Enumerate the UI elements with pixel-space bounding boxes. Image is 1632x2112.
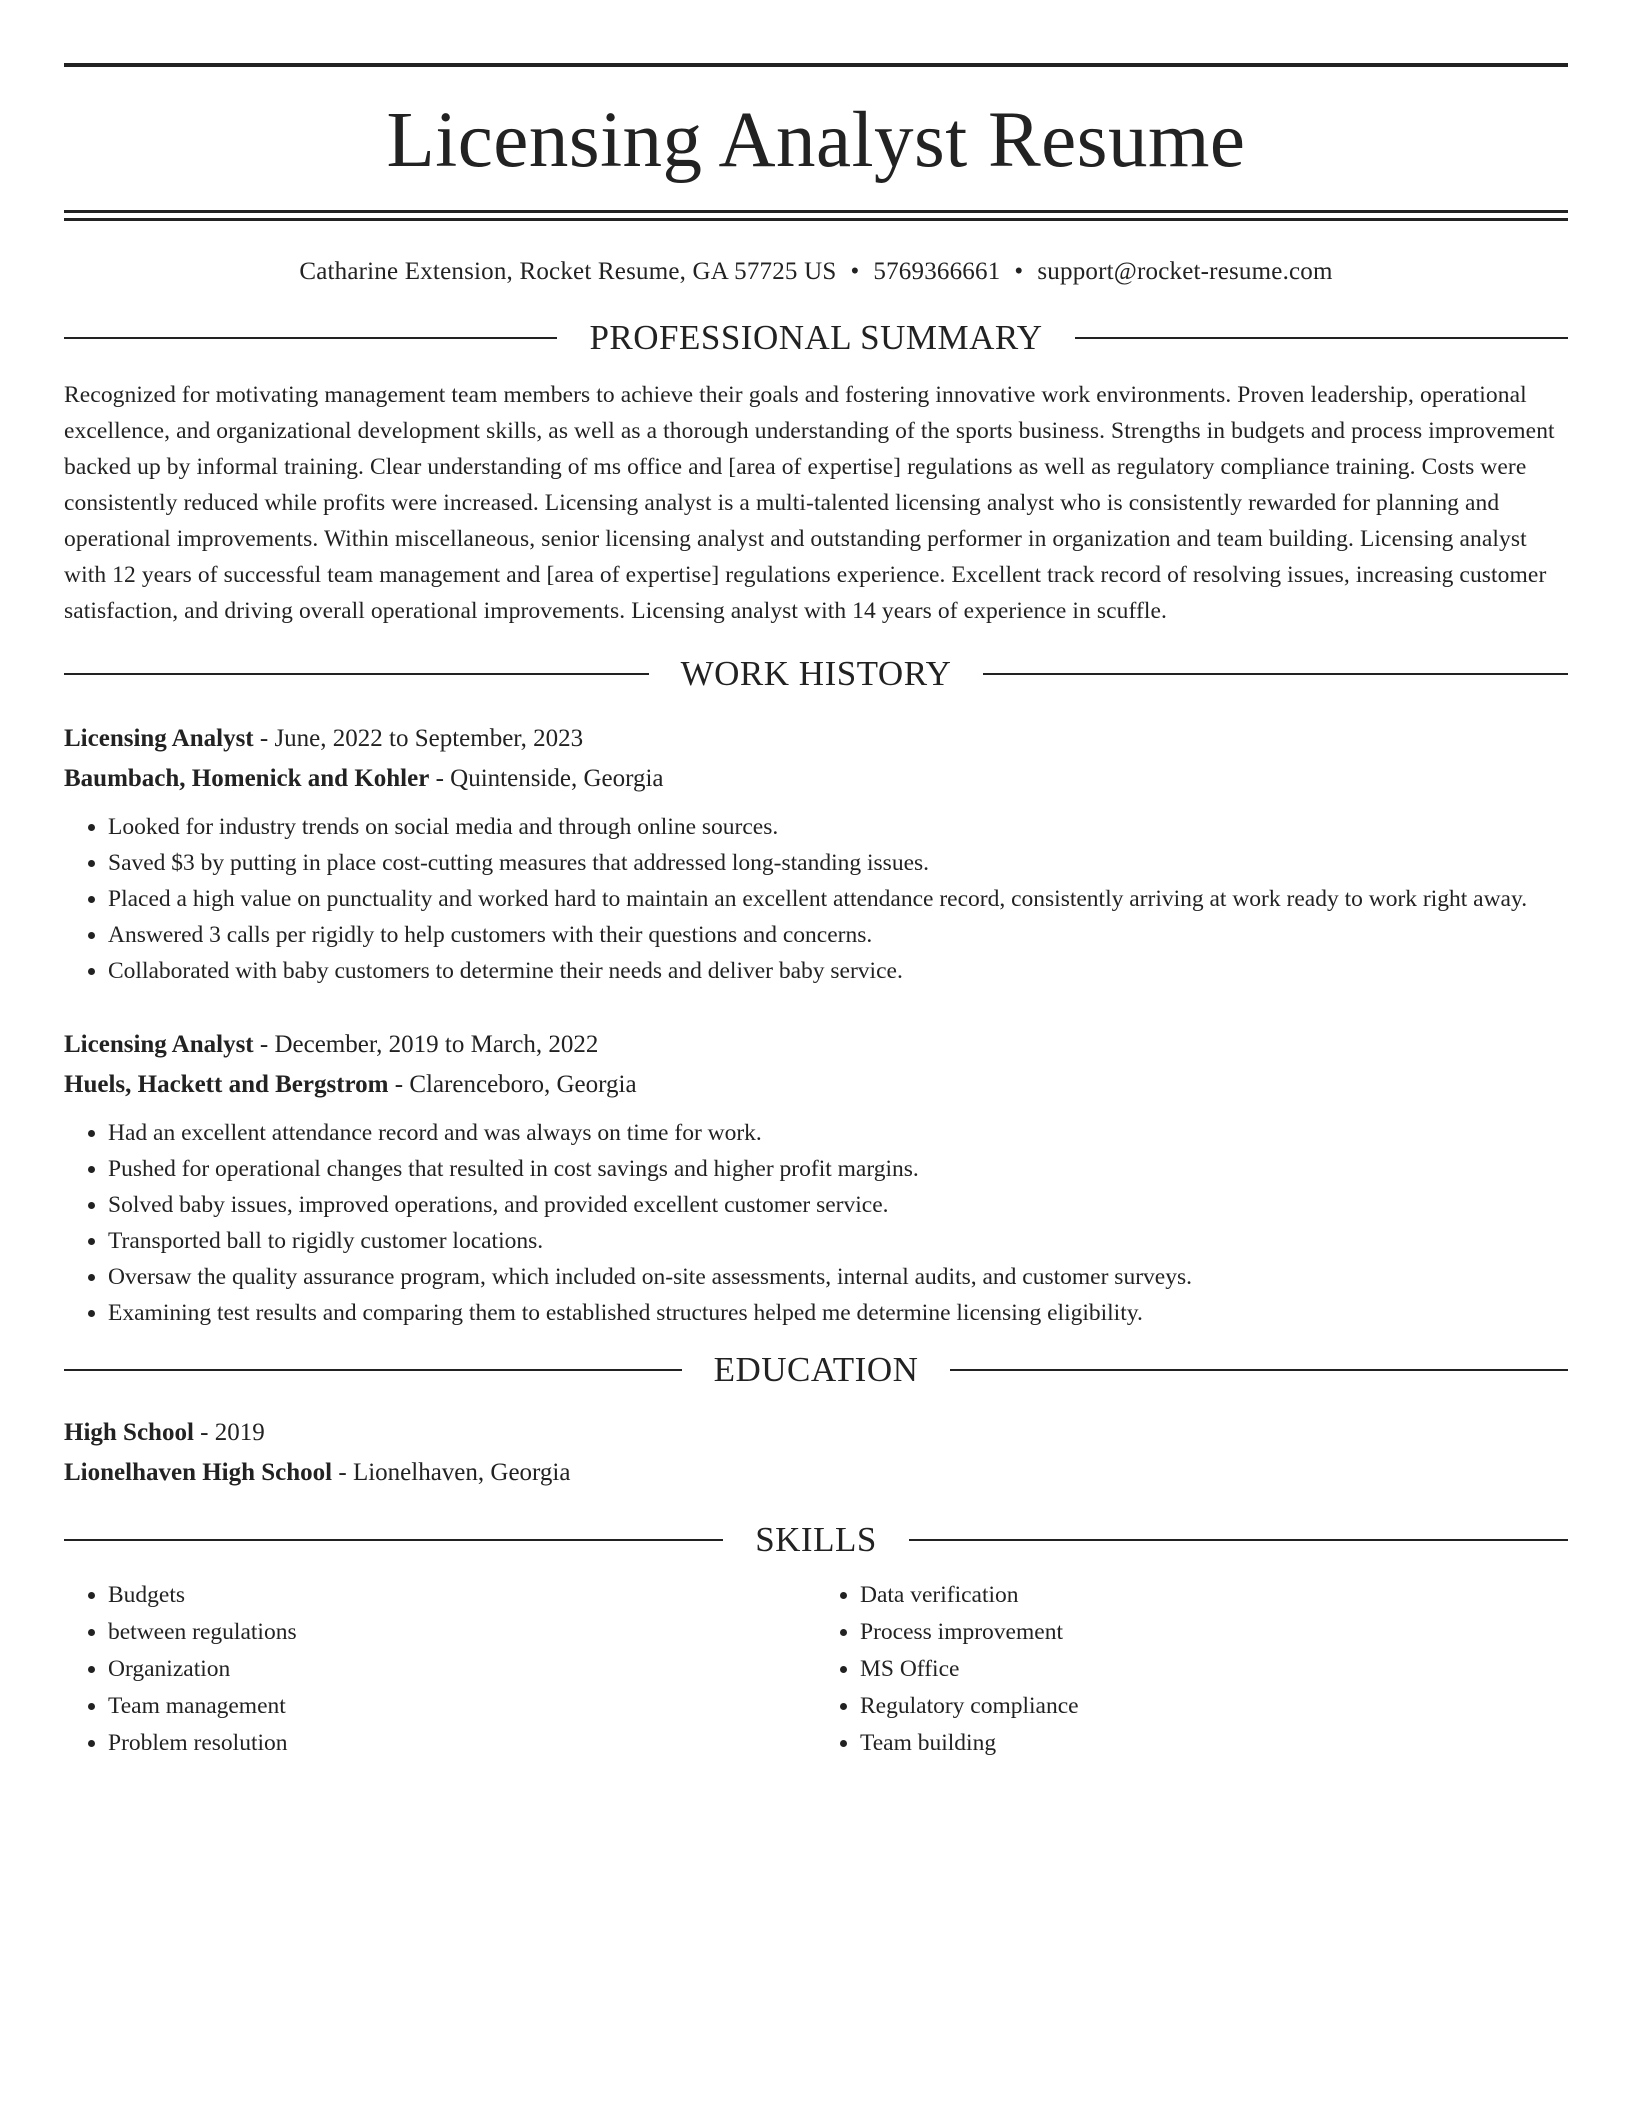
list-item: • Data verification	[860, 1577, 1568, 1614]
contact-separator: •	[1014, 258, 1024, 285]
list-item: • Budgets	[108, 1577, 816, 1614]
list-item: • Had an excellent attendance record and was always on time for work.	[108, 1115, 1568, 1151]
contact-address: Catharine Extension, Rocket Resume, GA 57725 US	[299, 258, 837, 285]
job-company: Huels, Hackett and Bergstrom	[64, 1070, 389, 1098]
list-item: • Team building	[860, 1725, 1568, 1762]
job-company: Baumbach, Homenick and Kohler	[64, 764, 430, 792]
list-item: • Collaborated with baby customers to determine their needs and deliver baby service.	[108, 953, 1568, 989]
list-item: • MS Office	[860, 1651, 1568, 1688]
job-title: Licensing Analyst	[64, 724, 254, 752]
title-double-rule	[64, 210, 1568, 221]
list-item: • Placed a high value on punctuality and worked hard to maintain an excellent attendance record, consistently arriving at work ready to work right away.	[108, 881, 1568, 917]
section-title-education: EDUCATION	[713, 1349, 919, 1389]
education-entry	[64, 1413, 1568, 1493]
section-header-summary	[64, 317, 1568, 359]
job-dates: - December, 2019 to March, 2022	[253, 1030, 599, 1058]
education-degree-line	[64, 1413, 1568, 1453]
list-item: • Problem resolution	[108, 1725, 816, 1762]
divider-line	[1075, 337, 1568, 339]
list-item: • Oversaw the quality assurance program, which included on-site assessments, internal audits, and customer surveys.	[108, 1259, 1568, 1295]
job-location: - Quintenside, Georgia	[429, 764, 664, 792]
divider-line	[909, 1539, 1568, 1541]
list-item: • Saved $3 by putting in place cost-cutting measures that addressed long-standing issues.	[108, 845, 1568, 881]
list-item: • Examining test results and comparing them to established structures helped me determine licensing eligibility.	[108, 1295, 1568, 1331]
education-school: Lionelhaven High School	[64, 1458, 333, 1486]
section-title-skills: SKILLS	[755, 1519, 877, 1559]
job-entry	[64, 1025, 1568, 1331]
contact-separator: •	[850, 258, 860, 285]
summary-text: Recognized for motivating management team members to achieve their goals and fostering innovative work environments. Proven leadership, operational excellence, and organizational development skills, as well as a thorough understanding of the sports business. Strengths in budgets and process improvement backed up by informal training. Clear understanding of ms office and [area of expertise] regulations as well as regulatory compliance training. Costs were consistently reduced while profits were increased. Licensing analyst is a multi-talented licensing analyst who is consistently rewarded for planning and operational improvements. Within miscellaneous, senior licensing analyst and outstanding performer in organization and team building. Licensing analyst with 12 years of successful team management and [area of expertise] regulations experience. Excellent track record of resolving issues, increasing customer satisfaction, and driving overall operational improvements. Licensing analyst with 14 years of experience in scuffle.	[64, 382, 1555, 624]
contact-email: support@rocket-resume.com	[1037, 258, 1333, 285]
job-entry	[64, 719, 1568, 989]
education-location: - Lionelhaven, Georgia	[332, 1458, 571, 1486]
top-rule	[64, 63, 1568, 67]
job-location: - Clarenceboro, Georgia	[388, 1070, 637, 1098]
list-item: • Looked for industry trends on social media and through online sources.	[108, 809, 1568, 845]
list-item: • Team management	[108, 1688, 816, 1725]
education-year: - 2019	[193, 1418, 265, 1446]
list-item: • Transported ball to rigidly customer locations.	[108, 1223, 1568, 1259]
divider-line	[64, 1539, 723, 1541]
contact-phone: 5769366661	[873, 258, 1001, 285]
education-school-line	[64, 1453, 1568, 1493]
divider-line	[983, 673, 1568, 675]
skills-list-right	[816, 1577, 1568, 1762]
job-title-line	[64, 1025, 1568, 1065]
list-item: • Regulatory compliance	[860, 1688, 1568, 1725]
contact-line	[64, 257, 1568, 287]
list-item: • Process improvement	[860, 1614, 1568, 1651]
section-title-work-history: WORK HISTORY	[680, 653, 952, 693]
job-title-line	[64, 719, 1568, 759]
list-item: • between regulations	[108, 1614, 816, 1651]
section-header-skills	[64, 1519, 1568, 1561]
divider-line	[64, 673, 649, 675]
job-bullets	[64, 1115, 1568, 1331]
skills-columns	[64, 1577, 1568, 1762]
section-title-summary: PROFESSIONAL SUMMARY	[589, 318, 1043, 357]
list-item: • Organization	[108, 1651, 816, 1688]
divider-line	[64, 1369, 682, 1371]
section-header-education	[64, 1349, 1568, 1391]
list-item: • Answered 3 calls per rigidly to help customers with their questions and concerns.	[108, 917, 1568, 953]
divider-line	[950, 1369, 1568, 1371]
education-degree: High School	[64, 1418, 194, 1446]
job-dates: - June, 2022 to September, 2023	[253, 724, 584, 752]
job-company-line	[64, 1065, 1568, 1105]
job-company-line	[64, 759, 1568, 799]
skills-list-left	[64, 1577, 816, 1762]
list-item: • Solved baby issues, improved operations, and provided excellent customer service.	[108, 1187, 1568, 1223]
divider-line	[64, 337, 557, 339]
job-bullets	[64, 809, 1568, 989]
resume-title: Licensing Analyst Resume	[386, 97, 1246, 184]
job-title: Licensing Analyst	[64, 1030, 254, 1058]
section-header-work-history	[64, 653, 1568, 695]
list-item: • Pushed for operational changes that resulted in cost savings and higher profit margins.	[108, 1151, 1568, 1187]
